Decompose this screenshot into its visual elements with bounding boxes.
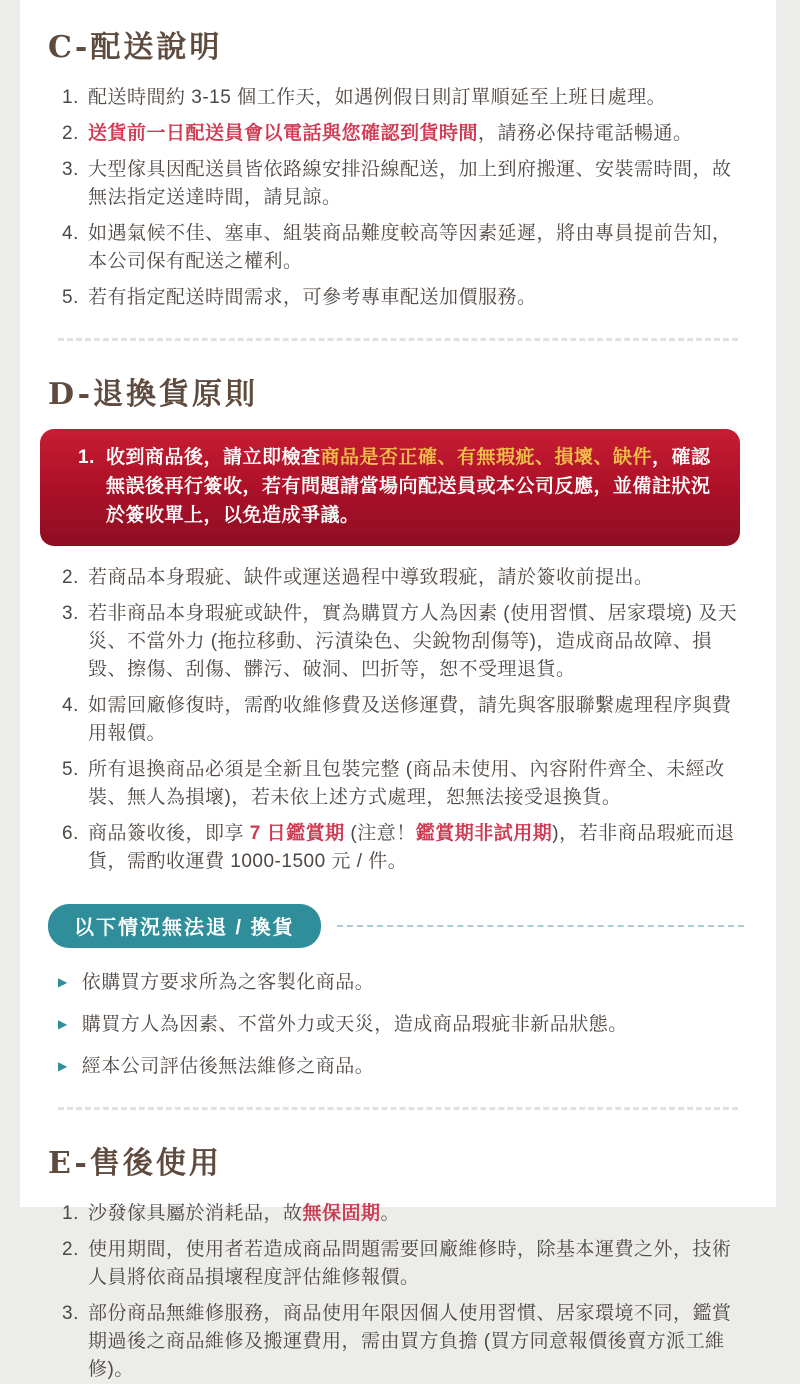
delivery-info-list — [48, 84, 744, 312]
list-number: 1. — [62, 87, 79, 108]
list-number: 5. — [62, 287, 79, 308]
list-number: 2. — [62, 1239, 79, 1260]
list-number: 1. — [78, 447, 95, 468]
list-item-text — [88, 120, 744, 148]
bullet-item — [58, 1052, 744, 1081]
list-number: 2. — [62, 123, 79, 144]
list-item-text — [88, 1200, 744, 1228]
section-divider — [58, 1107, 738, 1110]
text-segment: 配送時間約 3-15 個工作天，如遇例假日則訂單順延至上班日處理。 — [88, 87, 667, 108]
list-number: 1. — [62, 1203, 79, 1224]
text-segment: 鑑賞期非試用期 — [415, 823, 553, 844]
text-segment: ，請務必保持電話暢通。 — [478, 123, 693, 144]
highlight-text — [106, 443, 714, 530]
bullet-item — [58, 1010, 744, 1039]
list-item — [62, 1300, 744, 1384]
bullet-text: 依購買方要求所為之客製化商品。 — [81, 972, 375, 993]
list-number: 5. — [62, 759, 79, 780]
list-item — [62, 220, 744, 276]
triangle-bullet-icon: ▶ — [58, 1059, 68, 1073]
list-item-text — [88, 1300, 744, 1384]
text-segment: 使用期間，使用者若造成商品問題需要回廠維修時，除基本運費之外，技術人員將依商品損壞程度評估維修報價。 — [88, 1239, 732, 1288]
return-check-highlight — [40, 429, 740, 546]
text-segment: 收到商品後，請立即檢查 — [106, 447, 321, 468]
text-segment: 大型傢具因配送員皆依路線安排沿線配送，加上到府搬運、安裝需時間，故無法指定送達時間，請見諒。 — [88, 159, 732, 208]
no-return-bullet-list — [48, 968, 744, 1081]
text-segment: 。 — [380, 1203, 401, 1224]
list-number: 3. — [62, 159, 79, 180]
list-item-text — [88, 284, 744, 312]
list-item — [62, 820, 744, 876]
text-segment: 商品是否正確、有無瑕疵、損壞、缺件 — [320, 447, 653, 468]
list-number: 3. — [62, 1303, 79, 1324]
text-segment: 若商品本身瑕疵、缺件或運送過程中導致瑕疵，請於簽收前提出。 — [88, 567, 654, 588]
list-number: 6. — [62, 823, 79, 844]
return-policy-list — [48, 564, 744, 876]
triangle-bullet-icon: ▶ — [58, 975, 68, 989]
text-segment: 7 日鑑賞期 — [249, 823, 345, 844]
text-segment: 無保固期 — [302, 1203, 381, 1224]
text-segment: ，確認無誤後再行簽收，若有問題請當場向配送員或本公司反應，並備註狀況於簽收單上，以免造成爭議。 — [106, 447, 711, 526]
list-item — [62, 284, 744, 312]
list-item-text — [88, 756, 744, 812]
list-item — [62, 564, 744, 592]
list-item — [62, 600, 744, 684]
list-number: 4. — [62, 223, 79, 244]
bullet-text: 購買方人為因素、不當外力或天災，造成商品瑕疵非新品狀態。 — [81, 1014, 628, 1035]
list-item-text — [88, 820, 744, 876]
section-divider — [58, 338, 738, 341]
text-segment: 所有退換商品必須是全新且包裝完整 (商品未使用、內容附件齊全、未經改裝、無人為損壞)，若未依上述方式處理，恕無法接受退換貨。 — [88, 759, 725, 808]
list-item — [62, 84, 744, 112]
text-segment: )，若非商品瑕疵而退貨，需酌收運費 1000-1500 元 / 件。 — [88, 823, 735, 872]
list-item-text — [88, 564, 744, 592]
list-number: 3. — [62, 603, 79, 624]
list-item — [62, 156, 744, 212]
list-item — [62, 1200, 744, 1228]
list-item — [62, 692, 744, 748]
text-segment: 沙發傢具屬於消耗品，故 — [88, 1203, 303, 1224]
text-segment: 部份商品無維修服務，商品使用年限因個人使用習慣、居家環境不同，鑑賞期過後之商品維修及搬運費用，需由買方負擔 (買方同意報價後賣方派工維修)。 — [88, 1303, 732, 1380]
list-item — [62, 120, 744, 148]
list-item-text — [88, 220, 744, 276]
badge-dashed-line — [337, 925, 744, 927]
text-segment: 如遇氣候不佳、塞車、組裝商品難度較高等因素延遲，將由專員提前告知，本公司保有配送之權利。 — [88, 223, 732, 272]
section-d-title: D-退換貨原則 — [48, 377, 259, 412]
no-return-badge-row — [48, 904, 744, 948]
triangle-bullet-icon: ▶ — [58, 1017, 68, 1031]
list-item-text — [88, 692, 744, 748]
after-sales-list — [48, 1200, 744, 1384]
text-segment: 商品簽收後，即享 — [88, 823, 250, 844]
text-segment: 若有指定配送時間需求，可參考專車配送加價服務。 — [88, 287, 537, 308]
list-item-text — [88, 84, 744, 112]
text-segment: 若非商品本身瑕疵或缺件，實為購買方人為因素 (使用習慣、居家環境) 及天災、不當外力 (拖拉移動、污漬染色、尖銳物刮傷等)，造成商品故障、損毀、擦傷、刮傷、髒污、破洞、凹折等，恕不受理退貨。 — [88, 603, 738, 680]
section-c-title: C-配送說明 — [48, 30, 223, 65]
no-return-badge: 以下情況無法退 / 換貨 — [48, 904, 321, 948]
list-item — [62, 1236, 744, 1292]
list-item — [62, 756, 744, 812]
list-item-text — [88, 1236, 744, 1292]
bullet-item — [58, 968, 744, 997]
list-number: 4. — [62, 695, 79, 716]
text-segment: (注意！ — [344, 823, 416, 844]
policy-card — [20, 0, 776, 1380]
section-e-title: E-售後使用 — [48, 1146, 222, 1181]
list-number: 2. — [62, 567, 79, 588]
list-item-text — [88, 156, 744, 212]
text-segment: 如需回廠修復時，需酌收維修費及送修運費，請先與客服聯繫處理程序與費用報價。 — [88, 695, 732, 744]
list-item-text — [88, 600, 744, 684]
text-segment: 送貨前一日配送員會以電話與您確認到貨時間 — [88, 123, 479, 144]
bullet-text: 經本公司評估後無法維修之商品。 — [81, 1056, 375, 1077]
